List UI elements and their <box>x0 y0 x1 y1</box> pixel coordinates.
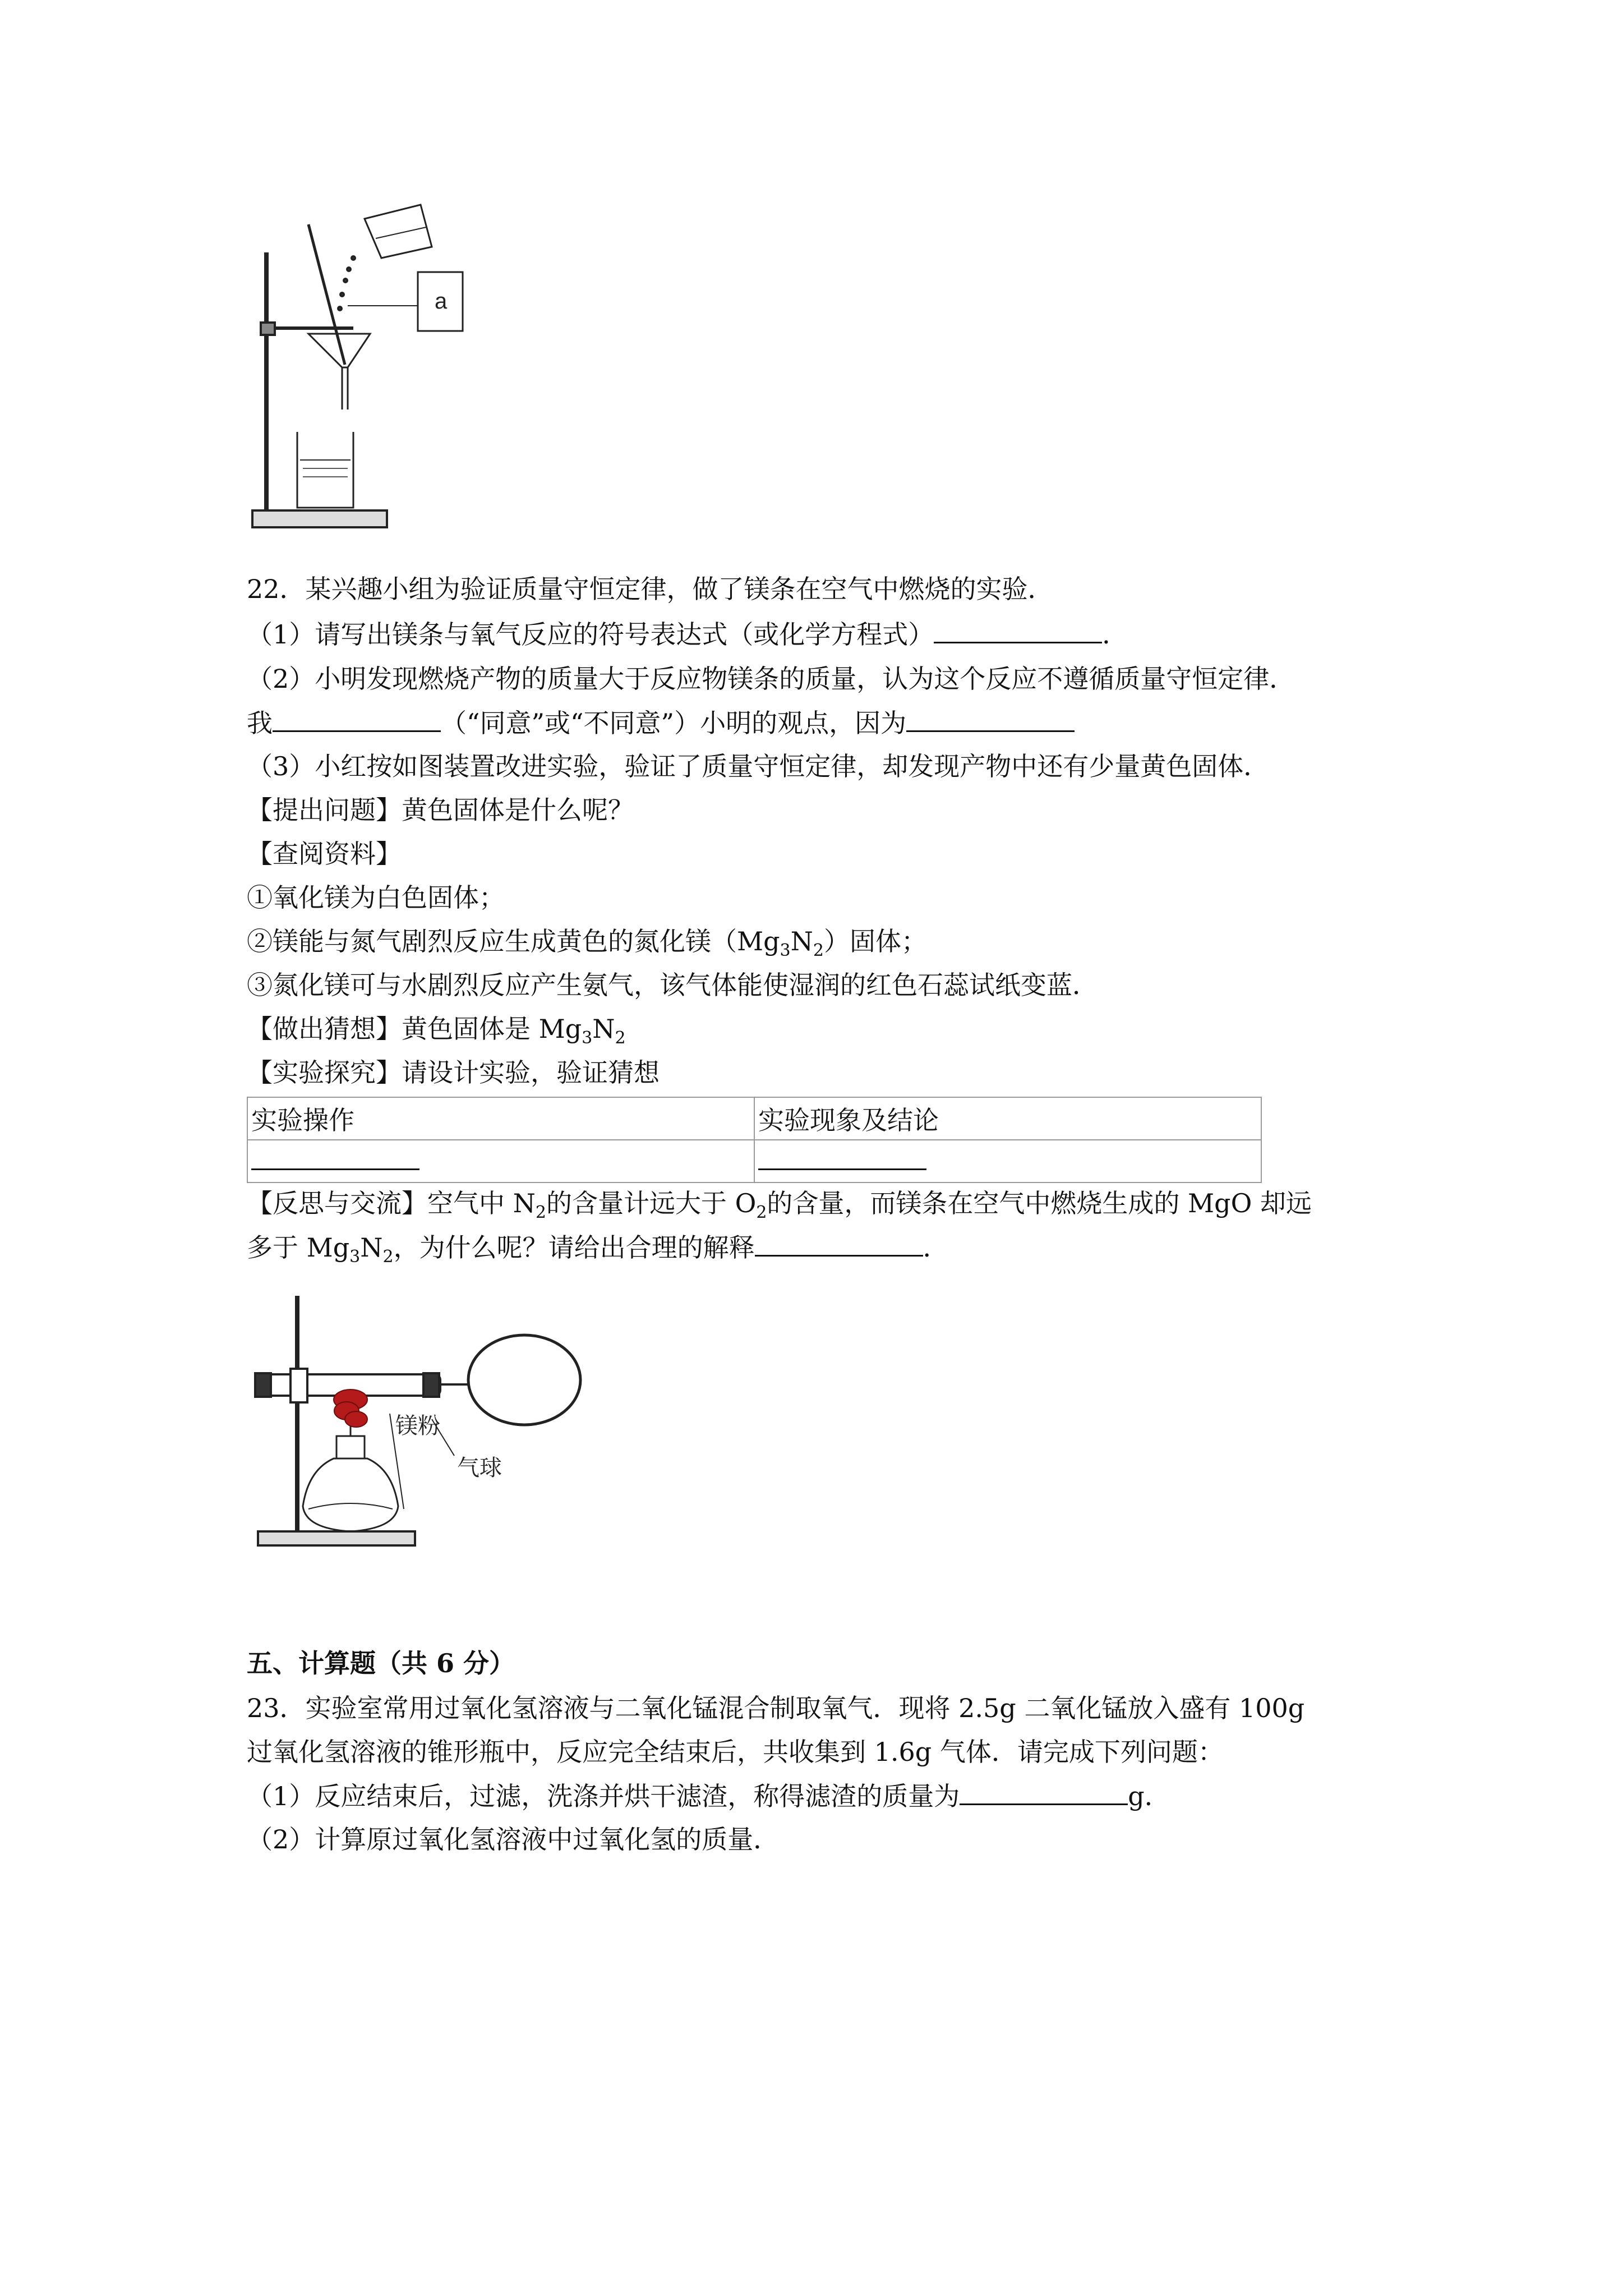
q23-line2: 过氧化氢溶液的锥形瓶中，反应完全结束后，共收集到 1.6g 气体．请完成下列问题： <box>247 1737 1224 1767</box>
q22-ask: 【提出问题】黄色固体是什么呢？ <box>247 795 634 825</box>
filtration-apparatus-figure <box>241 196 499 533</box>
table-header-phenomenon: 实验现象及结论 <box>754 1097 1261 1140</box>
q22-reflect-line2: 多于 $Mg_3N_2$，为什么呢？请给出合理的解释 ． <box>247 1230 949 1274</box>
table-row <box>247 1140 1261 1182</box>
q22-part1: （1）请写出镁条与氧气反应的符号表达式（或化学方程式） ． <box>247 617 1128 651</box>
answer-blank-operation[interactable] <box>251 1146 419 1170</box>
q22-part3: （3）小红按如图装置改进实验，验证了质量守恒定律，却发现产物中还有少量黄色固体． <box>247 751 1270 781</box>
magnesium-burning-apparatus-figure <box>247 1285 606 1554</box>
q22-part2-line1: （2）小明发现燃烧产物的质量大于反应物镁条的质量，认为这个反应不遵循质量守恒定律． <box>247 664 1295 694</box>
q22-part2-line2: 我 （“同意”或“不同意”）小明的观点，因为 <box>247 706 1075 740</box>
q22-reference-3: ③氮化镁可与水剧烈反应产生氨气，该气体能使湿润的红色石蕊试纸变蓝． <box>247 970 1098 1000</box>
answer-blank-equation[interactable] <box>934 617 1102 643</box>
q22-guess: 【做出猜想】黄色固体是 $Mg_3N_2$ <box>247 1014 626 1048</box>
answer-blank-agree[interactable] <box>273 706 441 732</box>
table-header-operation: 实验操作 <box>247 1097 754 1140</box>
answer-blank-reason[interactable] <box>906 706 1075 732</box>
q22-reflect-line1: 【反思与交流】空气中 $N_2$的含量计远大于 $O_2$的含量，而镁条在空气中燃烧生成的 MgO 却远 <box>247 1188 1312 1222</box>
q22-explore: 【实验探究】请设计实验，验证猜想 <box>247 1057 660 1088</box>
answer-blank-explanation[interactable] <box>755 1230 923 1257</box>
section5-title: 五、计算题（共 6 分） <box>247 1648 515 1678</box>
q22-reference-label: 【查阅资料】 <box>247 839 402 869</box>
experiment-table <box>247 1097 1262 1183</box>
label-a: a <box>435 289 448 314</box>
q23-line1: 23．实验室常用过氧化氢溶液与二氧化锰混合制取氧气．现将 2.5g 二氧化锰放入盛有 100g <box>247 1693 1305 1723</box>
q22-reference-1: ①氧化镁为白色固体； <box>247 882 505 913</box>
table-header-row <box>247 1097 1261 1140</box>
answer-blank-phenomenon[interactable] <box>758 1146 926 1170</box>
answer-blank-residue-mass[interactable] <box>960 1779 1128 1805</box>
q22-reference-2: ②镁能与氮气剧烈反应生成黄色的氮化镁$(Mg_3N_2)$固体； <box>247 926 927 960</box>
q23-part2: （2）计算原过氧化氢溶液中过氧化氢的质量． <box>247 1824 780 1855</box>
label-balloon: 气球 <box>457 1455 502 1481</box>
q23-part1: （1）反应结束后，过滤，洗涤并烘干滤渣，称得滤渣的质量为 g． <box>247 1779 1170 1813</box>
q22-stem: 22．某兴趣小组为验证质量守恒定律，做了镁条在空气中燃烧的实验． <box>247 574 1054 604</box>
label-magnesium-powder: 镁粉 <box>395 1413 440 1439</box>
